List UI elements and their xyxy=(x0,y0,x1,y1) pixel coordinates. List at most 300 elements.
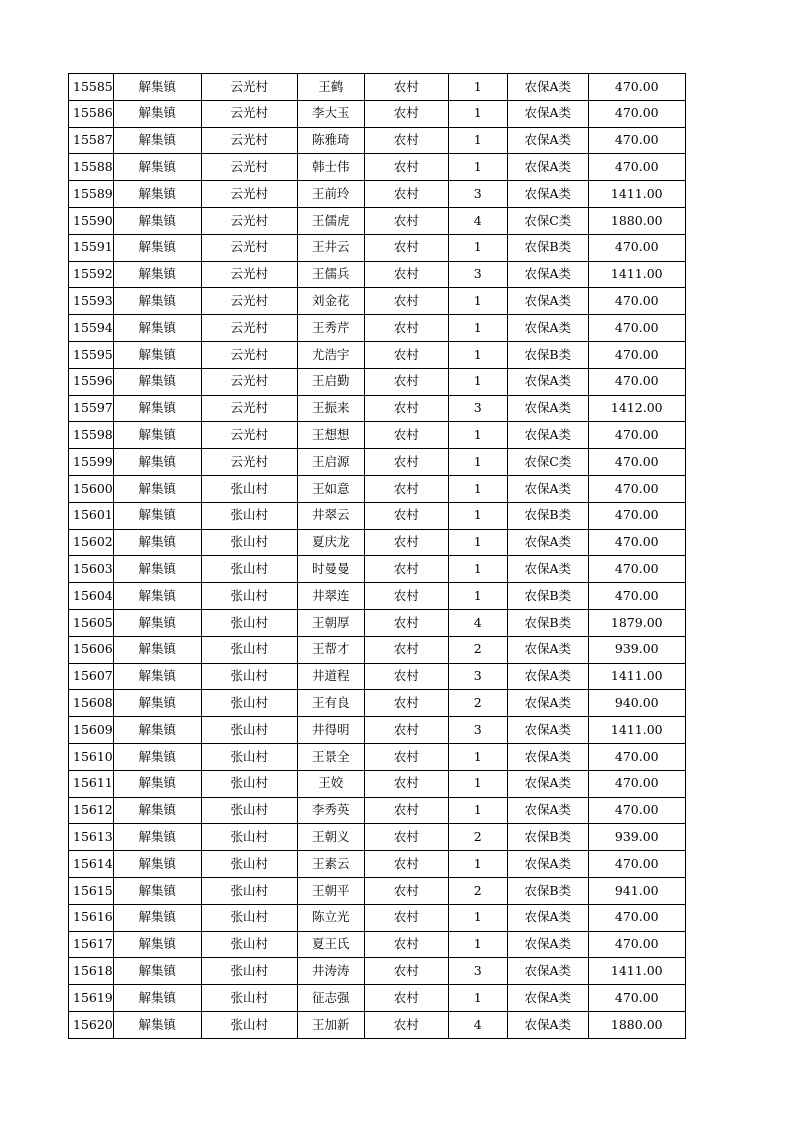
table-row xyxy=(69,1011,686,1038)
village-cell: 张山村 xyxy=(201,717,297,744)
insurance-category-cell: 农保C类 xyxy=(507,449,588,476)
amount-cell: 470.00 xyxy=(588,288,685,315)
area-type-cell: 农村 xyxy=(364,636,448,663)
count-cell: 1 xyxy=(448,583,507,610)
town-cell: 解集镇 xyxy=(113,958,201,985)
person-name-cell: 刘金花 xyxy=(297,288,364,315)
area-type-cell: 农村 xyxy=(364,824,448,851)
table-row xyxy=(69,690,686,717)
area-type-cell: 农村 xyxy=(364,127,448,154)
count-cell: 2 xyxy=(448,877,507,904)
count-cell: 1 xyxy=(448,475,507,502)
count-cell: 1 xyxy=(448,556,507,583)
count-cell: 1 xyxy=(448,797,507,824)
area-type-cell: 农村 xyxy=(364,556,448,583)
insurance-category-cell: 农保B类 xyxy=(507,502,588,529)
person-name-cell: 王启勤 xyxy=(297,368,364,395)
count-cell: 3 xyxy=(448,181,507,208)
village-cell: 张山村 xyxy=(201,556,297,583)
village-cell: 张山村 xyxy=(201,1011,297,1038)
area-type-cell: 农村 xyxy=(364,851,448,878)
insurance-category-cell: 农保A类 xyxy=(507,717,588,744)
amount-cell: 470.00 xyxy=(588,154,685,181)
person-name-cell: 陈立光 xyxy=(297,904,364,931)
amount-cell: 1411.00 xyxy=(588,261,685,288)
insurance-category-cell: 农保B类 xyxy=(507,609,588,636)
person-name-cell: 王加新 xyxy=(297,1011,364,1038)
area-type-cell: 农村 xyxy=(364,529,448,556)
village-cell: 张山村 xyxy=(201,904,297,931)
amount-cell: 470.00 xyxy=(588,904,685,931)
record-id-cell: 15603 xyxy=(69,556,114,583)
insurance-category-cell: 农保A类 xyxy=(507,127,588,154)
count-cell: 1 xyxy=(448,904,507,931)
table-row xyxy=(69,743,686,770)
count-cell: 4 xyxy=(448,609,507,636)
town-cell: 解集镇 xyxy=(113,743,201,770)
amount-cell: 470.00 xyxy=(588,502,685,529)
amount-cell: 470.00 xyxy=(588,797,685,824)
area-type-cell: 农村 xyxy=(364,985,448,1012)
town-cell: 解集镇 xyxy=(113,341,201,368)
record-id-cell: 15617 xyxy=(69,931,114,958)
insurance-category-cell: 农保A类 xyxy=(507,261,588,288)
area-type-cell: 农村 xyxy=(364,234,448,261)
village-cell: 云光村 xyxy=(201,181,297,208)
insurance-category-cell: 农保A类 xyxy=(507,556,588,583)
records-table xyxy=(68,73,686,1039)
person-name-cell: 井道程 xyxy=(297,663,364,690)
count-cell: 4 xyxy=(448,207,507,234)
area-type-cell: 农村 xyxy=(364,341,448,368)
count-cell: 1 xyxy=(448,422,507,449)
amount-cell: 939.00 xyxy=(588,824,685,851)
insurance-category-cell: 农保A类 xyxy=(507,663,588,690)
insurance-category-cell: 农保A类 xyxy=(507,985,588,1012)
village-cell: 云光村 xyxy=(201,368,297,395)
area-type-cell: 农村 xyxy=(364,475,448,502)
record-id-cell: 15612 xyxy=(69,797,114,824)
table-row xyxy=(69,529,686,556)
village-cell: 张山村 xyxy=(201,931,297,958)
amount-cell: 470.00 xyxy=(588,368,685,395)
insurance-category-cell: 农保A类 xyxy=(507,1011,588,1038)
area-type-cell: 农村 xyxy=(364,609,448,636)
insurance-category-cell: 农保A类 xyxy=(507,904,588,931)
village-cell: 张山村 xyxy=(201,851,297,878)
table-row xyxy=(69,475,686,502)
person-name-cell: 王启源 xyxy=(297,449,364,476)
area-type-cell: 农村 xyxy=(364,315,448,342)
record-id-cell: 15591 xyxy=(69,234,114,261)
town-cell: 解集镇 xyxy=(113,529,201,556)
area-type-cell: 农村 xyxy=(364,717,448,744)
village-cell: 云光村 xyxy=(201,127,297,154)
village-cell: 张山村 xyxy=(201,583,297,610)
person-name-cell: 韩士伟 xyxy=(297,154,364,181)
insurance-category-cell: 农保B类 xyxy=(507,824,588,851)
record-id-cell: 15594 xyxy=(69,315,114,342)
amount-cell: 1411.00 xyxy=(588,663,685,690)
count-cell: 1 xyxy=(448,770,507,797)
count-cell: 1 xyxy=(448,985,507,1012)
person-name-cell: 李秀英 xyxy=(297,797,364,824)
person-name-cell: 尤浩宇 xyxy=(297,341,364,368)
area-type-cell: 农村 xyxy=(364,583,448,610)
amount-cell: 470.00 xyxy=(588,449,685,476)
village-cell: 云光村 xyxy=(201,261,297,288)
town-cell: 解集镇 xyxy=(113,395,201,422)
village-cell: 张山村 xyxy=(201,636,297,663)
town-cell: 解集镇 xyxy=(113,261,201,288)
village-cell: 云光村 xyxy=(201,234,297,261)
record-id-cell: 15587 xyxy=(69,127,114,154)
village-cell: 张山村 xyxy=(201,797,297,824)
person-name-cell: 王儒兵 xyxy=(297,261,364,288)
person-name-cell: 王素云 xyxy=(297,851,364,878)
area-type-cell: 农村 xyxy=(364,154,448,181)
amount-cell: 1411.00 xyxy=(588,717,685,744)
town-cell: 解集镇 xyxy=(113,1011,201,1038)
table-row xyxy=(69,797,686,824)
record-id-cell: 15620 xyxy=(69,1011,114,1038)
person-name-cell: 李大玉 xyxy=(297,100,364,127)
amount-cell: 1880.00 xyxy=(588,1011,685,1038)
person-name-cell: 王振来 xyxy=(297,395,364,422)
village-cell: 云光村 xyxy=(201,315,297,342)
person-name-cell: 王前玲 xyxy=(297,181,364,208)
person-name-cell: 王井云 xyxy=(297,234,364,261)
table-row xyxy=(69,368,686,395)
insurance-category-cell: 农保A类 xyxy=(507,931,588,958)
count-cell: 4 xyxy=(448,1011,507,1038)
village-cell: 张山村 xyxy=(201,663,297,690)
table-row xyxy=(69,985,686,1012)
count-cell: 1 xyxy=(448,154,507,181)
area-type-cell: 农村 xyxy=(364,690,448,717)
area-type-cell: 农村 xyxy=(364,958,448,985)
insurance-category-cell: 农保A类 xyxy=(507,315,588,342)
person-name-cell: 井翠云 xyxy=(297,502,364,529)
area-type-cell: 农村 xyxy=(364,395,448,422)
insurance-category-cell: 农保C类 xyxy=(507,207,588,234)
amount-cell: 470.00 xyxy=(588,529,685,556)
insurance-category-cell: 农保B类 xyxy=(507,341,588,368)
person-name-cell: 王朝义 xyxy=(297,824,364,851)
amount-cell: 1412.00 xyxy=(588,395,685,422)
table-row xyxy=(69,636,686,663)
table-row xyxy=(69,154,686,181)
town-cell: 解集镇 xyxy=(113,234,201,261)
village-cell: 云光村 xyxy=(201,154,297,181)
village-cell: 张山村 xyxy=(201,824,297,851)
record-id-cell: 15611 xyxy=(69,770,114,797)
count-cell: 3 xyxy=(448,395,507,422)
person-name-cell: 井涛涛 xyxy=(297,958,364,985)
count-cell: 1 xyxy=(448,234,507,261)
person-name-cell: 征志强 xyxy=(297,985,364,1012)
insurance-category-cell: 农保A类 xyxy=(507,797,588,824)
town-cell: 解集镇 xyxy=(113,74,201,101)
insurance-category-cell: 农保A类 xyxy=(507,743,588,770)
town-cell: 解集镇 xyxy=(113,100,201,127)
person-name-cell: 王帮才 xyxy=(297,636,364,663)
amount-cell: 470.00 xyxy=(588,743,685,770)
record-id-cell: 15613 xyxy=(69,824,114,851)
village-cell: 张山村 xyxy=(201,609,297,636)
count-cell: 1 xyxy=(448,931,507,958)
insurance-category-cell: 农保A类 xyxy=(507,368,588,395)
records-body xyxy=(69,74,686,1039)
table-row xyxy=(69,315,686,342)
village-cell: 云光村 xyxy=(201,288,297,315)
town-cell: 解集镇 xyxy=(113,288,201,315)
area-type-cell: 农村 xyxy=(364,904,448,931)
town-cell: 解集镇 xyxy=(113,717,201,744)
table-row xyxy=(69,717,686,744)
count-cell: 2 xyxy=(448,824,507,851)
record-id-cell: 15610 xyxy=(69,743,114,770)
amount-cell: 470.00 xyxy=(588,770,685,797)
village-cell: 云光村 xyxy=(201,422,297,449)
person-name-cell: 夏庆龙 xyxy=(297,529,364,556)
town-cell: 解集镇 xyxy=(113,904,201,931)
person-name-cell: 王鹤 xyxy=(297,74,364,101)
record-id-cell: 15605 xyxy=(69,609,114,636)
table-row xyxy=(69,609,686,636)
record-id-cell: 15595 xyxy=(69,341,114,368)
table-row xyxy=(69,181,686,208)
area-type-cell: 农村 xyxy=(364,288,448,315)
table-row xyxy=(69,261,686,288)
area-type-cell: 农村 xyxy=(364,770,448,797)
count-cell: 1 xyxy=(448,502,507,529)
count-cell: 1 xyxy=(448,743,507,770)
town-cell: 解集镇 xyxy=(113,770,201,797)
insurance-category-cell: 农保A类 xyxy=(507,395,588,422)
area-type-cell: 农村 xyxy=(364,181,448,208)
table-row xyxy=(69,958,686,985)
amount-cell: 470.00 xyxy=(588,234,685,261)
village-cell: 张山村 xyxy=(201,770,297,797)
record-id-cell: 15619 xyxy=(69,985,114,1012)
village-cell: 云光村 xyxy=(201,341,297,368)
village-cell: 张山村 xyxy=(201,958,297,985)
count-cell: 1 xyxy=(448,127,507,154)
insurance-category-cell: 农保A类 xyxy=(507,422,588,449)
town-cell: 解集镇 xyxy=(113,368,201,395)
amount-cell: 1880.00 xyxy=(588,207,685,234)
count-cell: 1 xyxy=(448,74,507,101)
count-cell: 2 xyxy=(448,636,507,663)
record-id-cell: 15608 xyxy=(69,690,114,717)
area-type-cell: 农村 xyxy=(364,422,448,449)
person-name-cell: 时曼曼 xyxy=(297,556,364,583)
table-row xyxy=(69,556,686,583)
table-row xyxy=(69,824,686,851)
person-name-cell: 井翠连 xyxy=(297,583,364,610)
town-cell: 解集镇 xyxy=(113,851,201,878)
count-cell: 1 xyxy=(448,341,507,368)
person-name-cell: 王姣 xyxy=(297,770,364,797)
amount-cell: 1411.00 xyxy=(588,181,685,208)
table-row xyxy=(69,207,686,234)
insurance-category-cell: 农保A类 xyxy=(507,100,588,127)
count-cell: 1 xyxy=(448,368,507,395)
town-cell: 解集镇 xyxy=(113,154,201,181)
town-cell: 解集镇 xyxy=(113,824,201,851)
insurance-category-cell: 农保A类 xyxy=(507,74,588,101)
amount-cell: 1411.00 xyxy=(588,958,685,985)
village-cell: 张山村 xyxy=(201,475,297,502)
record-id-cell: 15599 xyxy=(69,449,114,476)
town-cell: 解集镇 xyxy=(113,663,201,690)
record-id-cell: 15601 xyxy=(69,502,114,529)
table-row xyxy=(69,422,686,449)
record-id-cell: 15618 xyxy=(69,958,114,985)
table-row xyxy=(69,74,686,101)
count-cell: 2 xyxy=(448,690,507,717)
record-id-cell: 15593 xyxy=(69,288,114,315)
area-type-cell: 农村 xyxy=(364,502,448,529)
person-name-cell: 王儒虎 xyxy=(297,207,364,234)
amount-cell: 470.00 xyxy=(588,556,685,583)
insurance-category-cell: 农保B类 xyxy=(507,234,588,261)
record-id-cell: 15590 xyxy=(69,207,114,234)
record-id-cell: 15600 xyxy=(69,475,114,502)
area-type-cell: 农村 xyxy=(364,931,448,958)
record-id-cell: 15596 xyxy=(69,368,114,395)
insurance-category-cell: 农保A类 xyxy=(507,958,588,985)
insurance-category-cell: 农保A类 xyxy=(507,529,588,556)
amount-cell: 470.00 xyxy=(588,583,685,610)
record-id-cell: 15597 xyxy=(69,395,114,422)
person-name-cell: 王朝厚 xyxy=(297,609,364,636)
insurance-category-cell: 农保A类 xyxy=(507,181,588,208)
area-type-cell: 农村 xyxy=(364,449,448,476)
area-type-cell: 农村 xyxy=(364,797,448,824)
count-cell: 1 xyxy=(448,288,507,315)
town-cell: 解集镇 xyxy=(113,422,201,449)
record-id-cell: 15589 xyxy=(69,181,114,208)
table-row xyxy=(69,395,686,422)
amount-cell: 1879.00 xyxy=(588,609,685,636)
amount-cell: 939.00 xyxy=(588,636,685,663)
town-cell: 解集镇 xyxy=(113,609,201,636)
town-cell: 解集镇 xyxy=(113,931,201,958)
amount-cell: 470.00 xyxy=(588,127,685,154)
town-cell: 解集镇 xyxy=(113,583,201,610)
town-cell: 解集镇 xyxy=(113,636,201,663)
town-cell: 解集镇 xyxy=(113,181,201,208)
town-cell: 解集镇 xyxy=(113,475,201,502)
table-row xyxy=(69,663,686,690)
amount-cell: 470.00 xyxy=(588,422,685,449)
record-id-cell: 15615 xyxy=(69,877,114,904)
insurance-category-cell: 农保A类 xyxy=(507,690,588,717)
area-type-cell: 农村 xyxy=(364,877,448,904)
village-cell: 云光村 xyxy=(201,395,297,422)
area-type-cell: 农村 xyxy=(364,207,448,234)
village-cell: 张山村 xyxy=(201,502,297,529)
amount-cell: 940.00 xyxy=(588,690,685,717)
record-id-cell: 15588 xyxy=(69,154,114,181)
insurance-category-cell: 农保A类 xyxy=(507,475,588,502)
table-row xyxy=(69,931,686,958)
village-cell: 张山村 xyxy=(201,743,297,770)
table-row xyxy=(69,502,686,529)
count-cell: 3 xyxy=(448,717,507,744)
table-row xyxy=(69,234,686,261)
record-id-cell: 15609 xyxy=(69,717,114,744)
insurance-category-cell: 农保A类 xyxy=(507,851,588,878)
area-type-cell: 农村 xyxy=(364,368,448,395)
amount-cell: 941.00 xyxy=(588,877,685,904)
table-row xyxy=(69,100,686,127)
count-cell: 1 xyxy=(448,529,507,556)
village-cell: 张山村 xyxy=(201,690,297,717)
record-id-cell: 15616 xyxy=(69,904,114,931)
amount-cell: 470.00 xyxy=(588,985,685,1012)
town-cell: 解集镇 xyxy=(113,985,201,1012)
insurance-category-cell: 农保A类 xyxy=(507,288,588,315)
person-name-cell: 夏王氏 xyxy=(297,931,364,958)
count-cell: 1 xyxy=(448,100,507,127)
record-id-cell: 15585 xyxy=(69,74,114,101)
area-type-cell: 农村 xyxy=(364,1011,448,1038)
record-id-cell: 15592 xyxy=(69,261,114,288)
area-type-cell: 农村 xyxy=(364,663,448,690)
record-id-cell: 15614 xyxy=(69,851,114,878)
count-cell: 1 xyxy=(448,315,507,342)
town-cell: 解集镇 xyxy=(113,556,201,583)
village-cell: 云光村 xyxy=(201,449,297,476)
table-row xyxy=(69,449,686,476)
table-row xyxy=(69,288,686,315)
table-row xyxy=(69,341,686,368)
record-id-cell: 15602 xyxy=(69,529,114,556)
record-id-cell: 15586 xyxy=(69,100,114,127)
area-type-cell: 农村 xyxy=(364,74,448,101)
amount-cell: 470.00 xyxy=(588,475,685,502)
person-name-cell: 王景全 xyxy=(297,743,364,770)
record-id-cell: 15607 xyxy=(69,663,114,690)
table-row xyxy=(69,127,686,154)
area-type-cell: 农村 xyxy=(364,261,448,288)
town-cell: 解集镇 xyxy=(113,207,201,234)
record-id-cell: 15606 xyxy=(69,636,114,663)
person-name-cell: 王朝平 xyxy=(297,877,364,904)
record-id-cell: 15604 xyxy=(69,583,114,610)
town-cell: 解集镇 xyxy=(113,502,201,529)
village-cell: 云光村 xyxy=(201,207,297,234)
town-cell: 解集镇 xyxy=(113,797,201,824)
person-name-cell: 陈雅琦 xyxy=(297,127,364,154)
amount-cell: 470.00 xyxy=(588,851,685,878)
area-type-cell: 农村 xyxy=(364,743,448,770)
amount-cell: 470.00 xyxy=(588,74,685,101)
person-name-cell: 王有良 xyxy=(297,690,364,717)
area-type-cell: 农村 xyxy=(364,100,448,127)
amount-cell: 470.00 xyxy=(588,341,685,368)
amount-cell: 470.00 xyxy=(588,315,685,342)
person-name-cell: 王秀芹 xyxy=(297,315,364,342)
table-row xyxy=(69,583,686,610)
amount-cell: 470.00 xyxy=(588,100,685,127)
count-cell: 3 xyxy=(448,261,507,288)
village-cell: 云光村 xyxy=(201,100,297,127)
town-cell: 解集镇 xyxy=(113,690,201,717)
